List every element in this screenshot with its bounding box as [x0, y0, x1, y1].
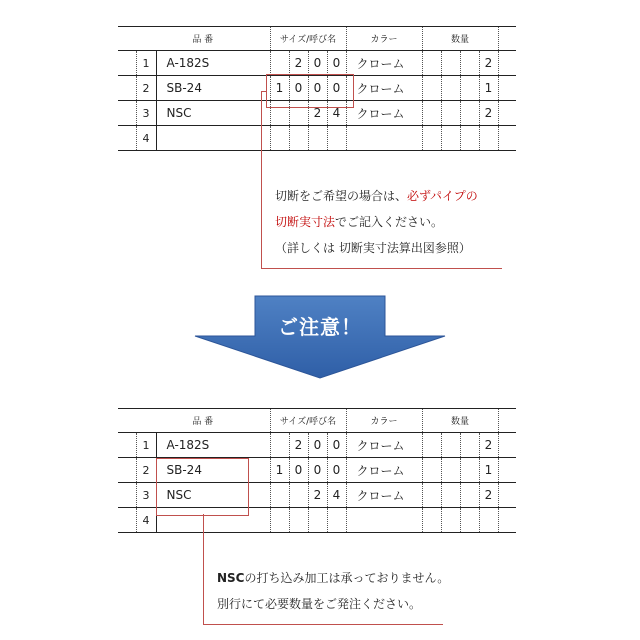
- qty-digit: 2: [479, 51, 498, 76]
- callout-box-products: [156, 458, 249, 516]
- size-digit: 0: [308, 433, 327, 458]
- row-number: 3: [136, 101, 156, 126]
- size-digit: 1: [270, 76, 289, 101]
- note-text: でご記入ください。: [335, 215, 444, 229]
- callout-connector: [203, 514, 204, 625]
- header-color: カラー: [346, 27, 422, 51]
- size-digit: 0: [327, 51, 346, 76]
- qty-digit: [460, 458, 479, 483]
- qty-digit: 2: [479, 433, 498, 458]
- note-emphasis: NSC: [217, 571, 245, 585]
- size-digit: [327, 508, 346, 533]
- qty-digit: [460, 433, 479, 458]
- size-digit: 0: [327, 458, 346, 483]
- qty-digit: [479, 508, 498, 533]
- header-qty: 数量: [422, 409, 498, 433]
- size-digit: 0: [308, 458, 327, 483]
- size-digit: 2: [308, 101, 327, 126]
- qty-digit: [460, 483, 479, 508]
- size-digit: 4: [327, 483, 346, 508]
- product-code: A-182S: [156, 433, 270, 458]
- header-size: サイズ/呼び名: [270, 409, 346, 433]
- note-line: （詳しくは 切断実寸法算出図参照）: [275, 241, 471, 255]
- note-emphasis: 必ずパイプの: [407, 189, 478, 203]
- size-digit: 0: [308, 51, 327, 76]
- header-color: カラー: [346, 409, 422, 433]
- nsc-note: [217, 565, 449, 617]
- size-digit: [270, 433, 289, 458]
- header-qty: 数量: [422, 27, 498, 51]
- note-text: 切断をご希望の場合は、: [275, 189, 408, 203]
- qty-digit: [422, 508, 441, 533]
- size-digit: [289, 483, 308, 508]
- product-code: NSC: [156, 483, 270, 508]
- caution-label: ご注意！: [278, 315, 362, 339]
- qty-digit: [422, 433, 441, 458]
- row-number: 1: [136, 433, 156, 458]
- size-digit: 2: [289, 433, 308, 458]
- size-digit: 0: [289, 76, 308, 101]
- size-digit: 4: [327, 101, 346, 126]
- qty-digit: [441, 433, 460, 458]
- size-digit: 0: [289, 458, 308, 483]
- qty-digit: [460, 508, 479, 533]
- size-digit: [289, 508, 308, 533]
- row-number: 4: [136, 508, 156, 533]
- qty-digit: 1: [479, 458, 498, 483]
- note-line: 別行にて必要数量をご発注ください。: [217, 597, 422, 611]
- size-digit: 0: [308, 76, 327, 101]
- product-code: SB-24: [156, 76, 270, 101]
- color-cell: クローム: [346, 76, 422, 101]
- header-product: 品 番: [136, 27, 270, 51]
- color-cell: クローム: [346, 101, 422, 126]
- row-number: 1: [136, 51, 156, 76]
- qty-digit: [422, 483, 441, 508]
- product-code: A-182S: [156, 51, 270, 76]
- size-digit: 2: [289, 51, 308, 76]
- qty-digit: [422, 458, 441, 483]
- table-row: [118, 433, 516, 458]
- qty-digit: [441, 508, 460, 533]
- header-size: サイズ/呼び名: [270, 27, 346, 51]
- qty-digit: [441, 458, 460, 483]
- product-code: NSC: [156, 101, 270, 126]
- row-number: 2: [136, 458, 156, 483]
- size-digit: [270, 508, 289, 533]
- row-number: 4: [136, 126, 156, 151]
- note-text: の打ち込み加工は承っておりません。: [244, 571, 450, 585]
- header-product: 品 番: [136, 409, 270, 433]
- color-cell: [346, 508, 422, 533]
- size-digit: 0: [327, 433, 346, 458]
- callout-connector: [203, 624, 443, 625]
- color-cell: クローム: [346, 483, 422, 508]
- size-digit: [270, 483, 289, 508]
- table-header-row: [118, 409, 516, 433]
- row-number: 3: [136, 483, 156, 508]
- color-cell: クローム: [346, 458, 422, 483]
- size-digit: 1: [270, 458, 289, 483]
- qty-digit: [441, 483, 460, 508]
- row-number: 2: [136, 76, 156, 101]
- size-digit: 0: [327, 76, 346, 101]
- note-line: [217, 565, 449, 591]
- size-digit: [308, 508, 327, 533]
- qty-digit: 2: [479, 101, 498, 126]
- qty-digit: 1: [479, 76, 498, 101]
- color-cell: クローム: [346, 51, 422, 76]
- note-emphasis: 切断実寸法: [275, 215, 336, 229]
- qty-digit: 2: [479, 483, 498, 508]
- product-code: SB-24: [156, 458, 270, 483]
- size-digit: 2: [308, 483, 327, 508]
- color-cell: クローム: [346, 433, 422, 458]
